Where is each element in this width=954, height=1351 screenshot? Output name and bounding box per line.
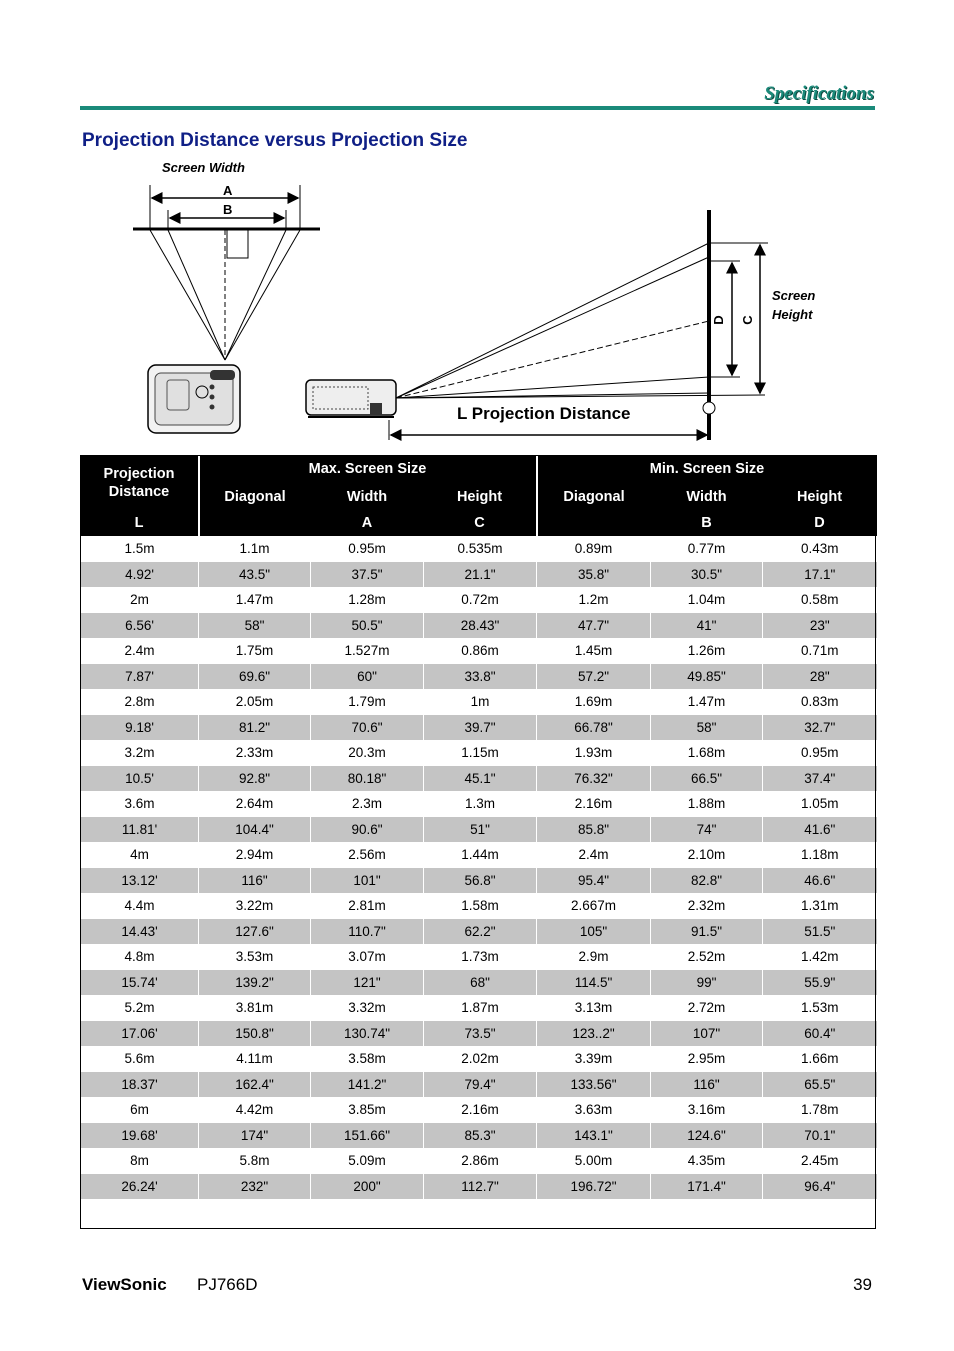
header-max-width: Width xyxy=(311,483,424,510)
table-cell: 43.5" xyxy=(199,562,311,588)
table-cell: 1.73m xyxy=(424,944,537,970)
table-cell: 28.43" xyxy=(424,613,537,639)
table-cell: 196.72" xyxy=(537,1174,651,1200)
table-cell: 28" xyxy=(763,664,877,690)
table-cell: 3.81m xyxy=(199,995,311,1021)
table-cell: 0.43m xyxy=(763,536,877,562)
table-row xyxy=(81,740,877,766)
table-cell: 0.72m xyxy=(424,587,537,613)
table-cell: 32.7" xyxy=(763,715,877,741)
screen-height-label-2: Height xyxy=(772,307,813,322)
table-cell: 3.63m xyxy=(537,1097,651,1123)
table-cell: 1m xyxy=(424,689,537,715)
table-cell: 1.53m xyxy=(763,995,877,1021)
table-cell: 174" xyxy=(199,1123,311,1149)
table-cell: 3.13m xyxy=(537,995,651,1021)
table-cell: 1.5m xyxy=(81,536,199,562)
table-cell: 9.18' xyxy=(81,715,199,741)
table-cell: 2.56m xyxy=(311,842,424,868)
table-cell: 41.6" xyxy=(763,817,877,843)
table-cell: 151.66" xyxy=(311,1123,424,1149)
section-header: Specifications xyxy=(764,83,874,104)
footer-model: PJ766D xyxy=(197,1275,258,1294)
projector-top-view xyxy=(148,365,240,433)
table-cell: 0.89m xyxy=(537,536,651,562)
table-cell: 37.5" xyxy=(311,562,424,588)
table-row xyxy=(81,1123,877,1149)
table-cell: 17.1" xyxy=(763,562,877,588)
screen-width-label: Screen Width xyxy=(162,160,245,175)
table-cell: 14.43' xyxy=(81,919,199,945)
table-cell: 130.74" xyxy=(311,1021,424,1047)
projection-diagram xyxy=(80,155,880,455)
table-cell: 3.6m xyxy=(81,791,199,817)
table-cell: 1.88m xyxy=(651,791,763,817)
table-cell: 2.94m xyxy=(199,842,311,868)
table-cell: 19.68' xyxy=(81,1123,199,1149)
table-cell: 232" xyxy=(199,1174,311,1200)
table-cell: 105" xyxy=(537,919,651,945)
table-cell: 18.37' xyxy=(81,1072,199,1098)
table-cell: 11.81' xyxy=(81,817,199,843)
table-cell: 124.6" xyxy=(651,1123,763,1149)
table-row xyxy=(81,817,877,843)
table-cell: 2.33m xyxy=(199,740,311,766)
table-row xyxy=(81,1174,877,1200)
header-min-diagonal: Diagonal xyxy=(537,483,651,510)
table-cell: 50.5" xyxy=(311,613,424,639)
table-cell: 82.8" xyxy=(651,868,763,894)
table-cell: 55.9" xyxy=(763,970,877,996)
table-cell: 39.7" xyxy=(424,715,537,741)
table-cell: 1.44m xyxy=(424,842,537,868)
table-cell: 116" xyxy=(651,1072,763,1098)
table-cell: 58" xyxy=(199,613,311,639)
letter-a: A xyxy=(223,183,233,198)
header-min-height: Height xyxy=(763,483,877,510)
table-cell: 3.22m xyxy=(199,893,311,919)
table-cell: 3.2m xyxy=(81,740,199,766)
letter-d: D xyxy=(711,315,726,325)
table-cell: 21.1" xyxy=(424,562,537,588)
table-cell: 68" xyxy=(424,970,537,996)
table-cell: 110.7" xyxy=(311,919,424,945)
table-cell: 3.32m xyxy=(311,995,424,1021)
table-cell: 13.12' xyxy=(81,868,199,894)
table-cell: 8m xyxy=(81,1148,199,1174)
table-cell: 3.58m xyxy=(311,1046,424,1072)
table-cell: 99" xyxy=(651,970,763,996)
table-cell: 2.9m xyxy=(537,944,651,970)
table-row xyxy=(81,689,877,715)
table-cell: 150.8" xyxy=(199,1021,311,1047)
table-cell: 3.07m xyxy=(311,944,424,970)
table-cell: 200" xyxy=(311,1174,424,1200)
key-c: C xyxy=(424,510,537,536)
table-cell: 1.15m xyxy=(424,740,537,766)
screen-height-label-1: Screen xyxy=(772,288,816,303)
table-cell: 1.2m xyxy=(537,587,651,613)
table-cell: 0.95m xyxy=(311,536,424,562)
header-max-diagonal: Diagonal xyxy=(199,483,311,510)
table-cell: 5.6m xyxy=(81,1046,199,1072)
table-cell: 35.8" xyxy=(537,562,651,588)
key-l: L xyxy=(81,510,199,536)
table-cell: 2.16m xyxy=(537,791,651,817)
table-cell: 127.6" xyxy=(199,919,311,945)
table-cell: 2.10m xyxy=(651,842,763,868)
table-cell: 45.1" xyxy=(424,766,537,792)
table-cell: 0.71m xyxy=(763,638,877,664)
table-cell: 66.5" xyxy=(651,766,763,792)
table-cell: 2.32m xyxy=(651,893,763,919)
table-cell: 95.4" xyxy=(537,868,651,894)
table-row xyxy=(81,613,877,639)
table-row xyxy=(81,664,877,690)
table-cell: 80.18" xyxy=(311,766,424,792)
table-cell: 1.04m xyxy=(651,587,763,613)
table-cell: 4.11m xyxy=(199,1046,311,1072)
table-cell: 104.4" xyxy=(199,817,311,843)
table-row xyxy=(81,766,877,792)
table-cell: 1.47m xyxy=(199,587,311,613)
table-cell: 2.52m xyxy=(651,944,763,970)
table-cell: 4m xyxy=(81,842,199,868)
table-cell: 1.68m xyxy=(651,740,763,766)
table-cell: 65.5" xyxy=(763,1072,877,1098)
table-cell: 3.53m xyxy=(199,944,311,970)
table-cell: 143.1" xyxy=(537,1123,651,1149)
table-cell: 30.5" xyxy=(651,562,763,588)
table-cell: 112.7" xyxy=(424,1174,537,1200)
table-cell: 85.3" xyxy=(424,1123,537,1149)
table-cell: 17.06' xyxy=(81,1021,199,1047)
key-blank-1 xyxy=(199,510,311,536)
table-cell: 2.02m xyxy=(424,1046,537,1072)
table-cell: 79.4" xyxy=(424,1072,537,1098)
header-min-width: Width xyxy=(651,483,763,510)
table-cell: 1.58m xyxy=(424,893,537,919)
header-projection-distance: Projection Distance xyxy=(81,455,199,510)
table-cell: 1.28m xyxy=(311,587,424,613)
table-cell: 133.56" xyxy=(537,1072,651,1098)
table-cell: 3.16m xyxy=(651,1097,763,1123)
table-cell: 1.66m xyxy=(763,1046,877,1072)
table-cell: 3.85m xyxy=(311,1097,424,1123)
footer-brand: ViewSonic xyxy=(82,1275,167,1294)
header-max-screen-size: Max. Screen Size xyxy=(199,455,537,483)
table-cell: 2.8m xyxy=(81,689,199,715)
table-cell: 1.47m xyxy=(651,689,763,715)
table-cell: 2.64m xyxy=(199,791,311,817)
table-cell: 57.2" xyxy=(537,664,651,690)
table-cell: 6m xyxy=(81,1097,199,1123)
table-cell: 3.39m xyxy=(537,1046,651,1072)
table-cell: 5.09m xyxy=(311,1148,424,1174)
table-cell: 2.95m xyxy=(651,1046,763,1072)
letter-c: C xyxy=(740,315,755,325)
table-cell: 66.78" xyxy=(537,715,651,741)
table-cell: 2.4m xyxy=(81,638,199,664)
table-cell: 96.4" xyxy=(763,1174,877,1200)
table-cell: 1.78m xyxy=(763,1097,877,1123)
table-row xyxy=(81,1148,877,1174)
page-number: 39 xyxy=(853,1275,872,1294)
projector-side-view xyxy=(306,380,396,417)
table-cell: 37.4" xyxy=(763,766,877,792)
table-cell: 121" xyxy=(311,970,424,996)
table-row xyxy=(81,562,877,588)
key-b: B xyxy=(651,510,763,536)
table-row xyxy=(81,587,877,613)
table-row xyxy=(81,791,877,817)
table-cell: 2m xyxy=(81,587,199,613)
table-cell: 0.86m xyxy=(424,638,537,664)
table-cell: 1.75m xyxy=(199,638,311,664)
table-cell: 5.8m xyxy=(199,1148,311,1174)
table-row xyxy=(81,868,877,894)
table-cell: 46.6" xyxy=(763,868,877,894)
table-row xyxy=(81,893,877,919)
table-cell: 1.42m xyxy=(763,944,877,970)
projection-table xyxy=(80,455,877,1199)
table-cell: 73.5" xyxy=(424,1021,537,1047)
table-cell: 20.3m xyxy=(311,740,424,766)
table-row xyxy=(81,536,877,562)
table-cell: 1.69m xyxy=(537,689,651,715)
table-cell: 5.00m xyxy=(537,1148,651,1174)
table-cell: 1.527m xyxy=(311,638,424,664)
table-cell: 58" xyxy=(651,715,763,741)
table-cell: 26.24' xyxy=(81,1174,199,1200)
key-a: A xyxy=(311,510,424,536)
table-cell: 162.4" xyxy=(199,1072,311,1098)
table-cell: 2.05m xyxy=(199,689,311,715)
table-cell: 92.8" xyxy=(199,766,311,792)
table-cell: 2.45m xyxy=(763,1148,877,1174)
table-cell: 1.3m xyxy=(424,791,537,817)
table-cell: 1.1m xyxy=(199,536,311,562)
table-cell: 2.86m xyxy=(424,1148,537,1174)
table-cell: 1.18m xyxy=(763,842,877,868)
table-cell: 1.05m xyxy=(763,791,877,817)
table-row xyxy=(81,995,877,1021)
table-cell: 4.92' xyxy=(81,562,199,588)
table-cell: 74" xyxy=(651,817,763,843)
table-cell: 171.4" xyxy=(651,1174,763,1200)
table-cell: 56.8" xyxy=(424,868,537,894)
table-cell: 5.2m xyxy=(81,995,199,1021)
table-row xyxy=(81,842,877,868)
table-cell: 85.8" xyxy=(537,817,651,843)
table-cell: 6.56' xyxy=(81,613,199,639)
table-cell: 116" xyxy=(199,868,311,894)
table-cell: 76.32" xyxy=(537,766,651,792)
page-title: Projection Distance versus Projection Size xyxy=(82,130,468,151)
table-row xyxy=(81,638,877,664)
table-cell: 2.3m xyxy=(311,791,424,817)
table-cell: 70.1" xyxy=(763,1123,877,1149)
table-cell: 51.5" xyxy=(763,919,877,945)
table-cell: 1.79m xyxy=(311,689,424,715)
table-cell: 15.74' xyxy=(81,970,199,996)
table-cell: 60" xyxy=(311,664,424,690)
table-cell: 47.7" xyxy=(537,613,651,639)
table-cell: 1.31m xyxy=(763,893,877,919)
table-cell: 2.81m xyxy=(311,893,424,919)
table-cell: 4.4m xyxy=(81,893,199,919)
table-cell: 0.83m xyxy=(763,689,877,715)
table-cell: 0.95m xyxy=(763,740,877,766)
table-cell: 114.5" xyxy=(537,970,651,996)
table-cell: 2.4m xyxy=(537,842,651,868)
key-d: D xyxy=(763,510,877,536)
table-cell: 4.35m xyxy=(651,1148,763,1174)
table-cell: 2.72m xyxy=(651,995,763,1021)
table-cell: 0.58m xyxy=(763,587,877,613)
header-max-height: Height xyxy=(424,483,537,510)
table-cell: 62.2" xyxy=(424,919,537,945)
table-cell: 70.6" xyxy=(311,715,424,741)
table-cell: 81.2" xyxy=(199,715,311,741)
table-cell: 4.8m xyxy=(81,944,199,970)
header-rule xyxy=(80,106,875,110)
table-row xyxy=(81,715,877,741)
table-cell: 23" xyxy=(763,613,877,639)
table-cell: 139.2" xyxy=(199,970,311,996)
letter-b: B xyxy=(223,202,233,217)
table-row xyxy=(81,1097,877,1123)
table-cell: 1.93m xyxy=(537,740,651,766)
table-cell: 0.535m xyxy=(424,536,537,562)
table-row xyxy=(81,1072,877,1098)
table-row xyxy=(81,919,877,945)
table-row xyxy=(81,970,877,996)
table-cell: 101" xyxy=(311,868,424,894)
table-cell: 1.45m xyxy=(537,638,651,664)
table-cell: 33.8" xyxy=(424,664,537,690)
table-cell: 10.5' xyxy=(81,766,199,792)
table-row xyxy=(81,1046,877,1072)
table-cell: 1.26m xyxy=(651,638,763,664)
table-cell: 41" xyxy=(651,613,763,639)
table-row xyxy=(81,944,877,970)
table-cell: 141.2" xyxy=(311,1072,424,1098)
table-cell: 69.6" xyxy=(199,664,311,690)
table-cell: 49.85" xyxy=(651,664,763,690)
table-cell: 1.87m xyxy=(424,995,537,1021)
table-cell: 2.16m xyxy=(424,1097,537,1123)
table-cell: 91.5" xyxy=(651,919,763,945)
table-cell: 2.667m xyxy=(537,893,651,919)
table-cell: 7.87' xyxy=(81,664,199,690)
header-min-screen-size: Min. Screen Size xyxy=(537,455,877,483)
table-cell: 123..2" xyxy=(537,1021,651,1047)
table-cell: 90.6" xyxy=(311,817,424,843)
table-cell: 0.77m xyxy=(651,536,763,562)
table-cell: 4.42m xyxy=(199,1097,311,1123)
projection-distance-label: L Projection Distance xyxy=(457,404,631,423)
table-row xyxy=(81,1021,877,1047)
key-blank-2 xyxy=(537,510,651,536)
table-cell: 51" xyxy=(424,817,537,843)
table-cell: 60.4" xyxy=(763,1021,877,1047)
table-cell: 107" xyxy=(651,1021,763,1047)
